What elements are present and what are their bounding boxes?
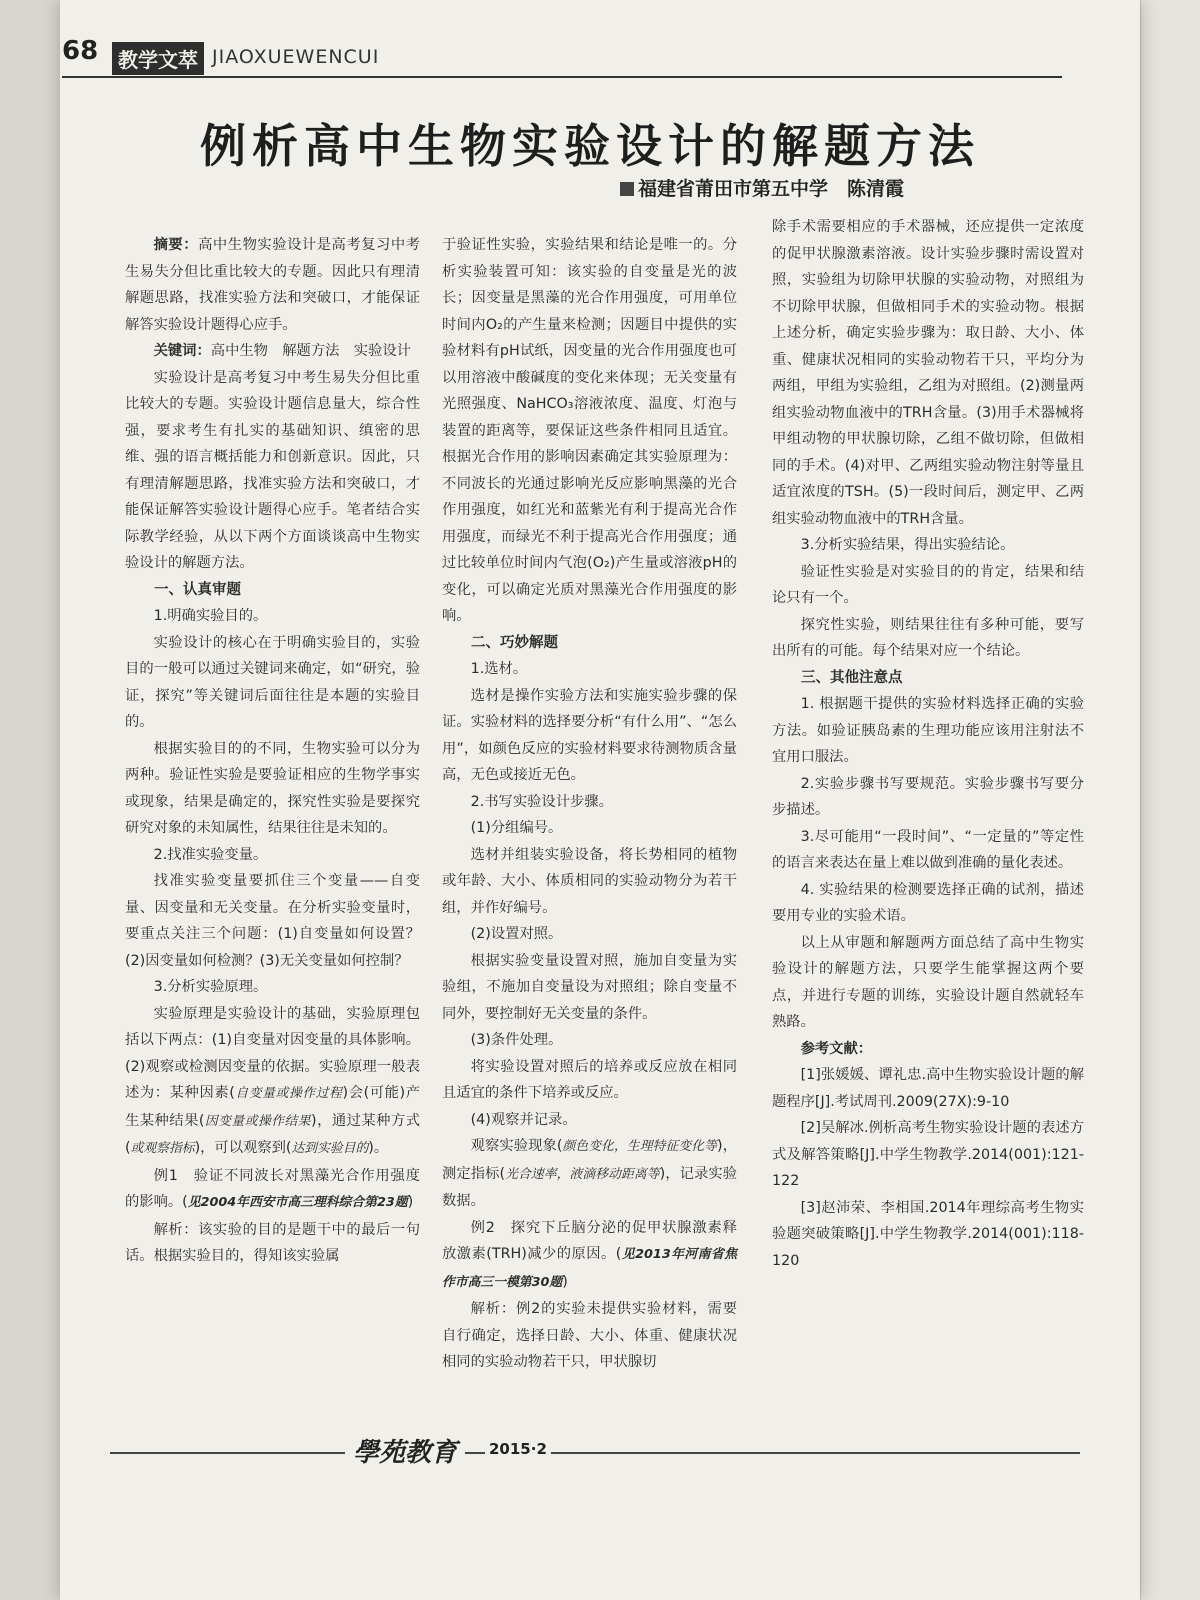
references-heading: 参考文献： (800, 1040, 873, 1057)
paragraph: 验证性实验是对实验目的的肯定，结果和结论只有一个。 (772, 563, 1084, 606)
italic-run: 光合速率，液滴移动距离等 (505, 1166, 660, 1182)
text-run: )，通过某种方式( (125, 1112, 421, 1156)
text-run: 观察实验现象( (470, 1138, 563, 1154)
example-2 (442, 1215, 737, 1297)
subheading: (4)观察并记录。 (470, 1111, 577, 1128)
reference-item: [2]吴解冰.例析高考生物实验设计题的表述方式及解答策略[J].中学生物教学.2014(001):121-122 (772, 1120, 1084, 1189)
note-item: 2.实验步骤书写要规范。实验步骤书写要分步描述。 (772, 775, 1084, 818)
text-run: 例1 验证不同波长对黑藻光合作用强度的影响。( (125, 1167, 420, 1210)
text-run: 实验原理是实验设计的基础，实验原理包括以下两点：(1)自变量对因变量的具体影响。(2)观察或检测因变量的依据。实验原理一般表述为：某种因素( (125, 1005, 420, 1101)
paragraph (442, 1133, 737, 1215)
text-column-1 (125, 232, 420, 1270)
abstract-text: 高中生物实验设计是高考复习中考生易失分但比重比较大的专题。因此只有理清解题思路，找准实验方法和突破口，才能保证解答实验设计题得心应手。 (125, 237, 421, 333)
magazine-logo: 學苑教育 (345, 1432, 465, 1469)
paragraph: 解析：例2的实验未提供实验材料，需要自行确定，选择日龄、大小、体重、健康状况相同的实验动物若干只，甲状腺切 (442, 1301, 737, 1370)
subheading: (2)设置对照。 (470, 926, 563, 942)
section-heading: 三、其他注意点 (801, 669, 903, 686)
subheading: 2.找准实验变量。 (153, 846, 268, 863)
column-pinyin: JIAOXUEWENCUI (212, 46, 380, 68)
keywords (125, 338, 420, 365)
italic-run: 达到实验目的 (291, 1141, 369, 1156)
subheading: 2.书写实验设计步骤。 (470, 793, 613, 810)
subheading: (3)条件处理。 (470, 1032, 563, 1048)
section-heading: 一、认真审题 (154, 581, 241, 598)
article-title: 例析高中生物实验设计的解题方法 (200, 119, 980, 173)
keywords-text: 高中生物 解题方法 实验设计 (210, 343, 411, 359)
note-item: 1. 根据题干提供的实验材料选择正确的实验方法。如验证胰岛素的生理功能应该用注射法不宜用口服法。 (772, 696, 1084, 765)
subheading: 1.明确实验目的。 (153, 608, 268, 624)
text-run: )，可以观察到( (194, 1140, 292, 1156)
abstract-label: 摘要： (153, 237, 199, 253)
subheading: 1.选材。 (470, 661, 528, 677)
paragraph: 实验设计的核心在于明确实验目的，实验目的一般可以通过关键词来确定，如“研究，验证，探究”等关键词后面往往是本题的实验目的。 (125, 634, 420, 730)
text-column-2 (442, 232, 737, 1376)
text-run: ) (407, 1194, 414, 1210)
note-item: 4. 实验结果的检测要选择正确的试剂，描述要用专业的实验术语。 (772, 881, 1084, 924)
source-citation: 见2004年西安市高三理科综合第23题 (187, 1195, 408, 1210)
abstract (125, 232, 420, 338)
paragraph: 选材是操作实验方法和实施实验步骤的保证。实验材料的选择要分析“有什么用”、“怎么用”，如颜色反应的实验材料要求待测物质含量高，无色或接近无色。 (442, 687, 737, 783)
issue-label: 2015·2 (485, 1440, 551, 1458)
italic-run: 自变量或操作过程 (234, 1086, 343, 1101)
italic-run: 或观察指标 (130, 1141, 195, 1156)
paragraph: 实验设计是高考复习中考生易失分但比重比较大的专题。实验设计题信息量大，综合性强，要求考生有扎实的基础知识、缜密的思维、强的语言概括能力和创新意识。因此，只有理清解题思路，找准实验方法和突破口，才能保证解答实验设计题得心应手。笔者结合实际教学经验，从以下两个方面谈谈高中生物实验设计的解题方法。 (125, 369, 420, 571)
subheading: (1)分组编号。 (470, 820, 563, 836)
paragraph: 将实验设置对照后的培养或反应放在相同且适宜的条件下培养或反应。 (442, 1058, 737, 1101)
note-item: 3.尽可能用“一段时间”、“一定量的”等定性的语言来表达在量上难以做到准确的量化表述。 (772, 828, 1084, 871)
header-rule (62, 76, 1062, 78)
byline-square-icon (620, 182, 634, 196)
text-run: ) (562, 1273, 568, 1290)
example-1 (125, 1163, 420, 1217)
subheading: 3.分析实验原理。 (153, 979, 268, 995)
paragraph: 解析：该实验的目的是题干中的最后一句话。根据实验目的，得知该实验属 (125, 1221, 420, 1264)
source-citation: 见2013年河南省焦作市高三一模第30题 (442, 1247, 737, 1290)
keywords-label: 关键词： (153, 343, 211, 359)
reference-item: [3]赵沛荣、李相国.2014年理综高考生物实验题突破策略[J].中学生物教学.2014(001):118-120 (772, 1199, 1084, 1269)
column-name-badge: 教学文萃 (112, 42, 204, 75)
footer-rule (110, 1452, 1080, 1454)
text-run: )会(可能)产生某种结果( (125, 1085, 421, 1129)
subheading: 3.分析实验结果，得出实验结论。 (800, 537, 1015, 553)
page-number: 68 (62, 36, 99, 66)
italic-run: 颜色变化，生理特征变化等 (562, 1139, 718, 1154)
paragraph: 于验证性实验，实验结果和结论是唯一的。分析实验装置可知：该实验的自变量是光的波长；因变量是黑藻的光合作用强度，可用单位时间内O₂的产生量来检测；因题目中提供的实验材料有pH试纸，因变量的光合作用强度也可以用溶液中酸碱度的变化来体现；无关变量有光照强度、NaHCO₃溶液浓度、温度、灯泡与装置的距离等，要保证这些条件相同且适宜。根据光合作用的影响因素确定其实验原理为：不同波长的光通过影响光反应影响黑藻的光合作用强度，如红光和蓝紫光有利于提高光合作用强度，而绿光不利于提高光合作用强度；通过比较单位时间内气泡(O₂)产生量或溶液pH的变化，可以确定光质对黑藻光合作用强度的影响。 (442, 237, 737, 624)
text-run: )，记录实验数据。 (442, 1165, 738, 1209)
paragraph: 根据实验变量设置对照，施加自变量为实验组，不施加自变量设为对照组；除自变量不同外，要控制好无关变量的条件。 (442, 952, 737, 1022)
article-byline (620, 174, 904, 201)
paragraph (125, 1001, 420, 1163)
text-run: 例2 探究下丘脑分泌的促甲状腺激素释放激素(TRH)减少的原因。( (442, 1219, 737, 1262)
paragraph: 选材并组装实验设备，将长势相同的植物或年龄、大小、体质相同的实验动物分为若干组，并作好编号。 (442, 846, 737, 916)
byline-text: 福建省莆田市第五中学 陈清霞 (638, 178, 905, 200)
section-heading: 二、巧妙解题 (471, 634, 558, 651)
page-header (62, 32, 1062, 80)
text-column-3 (772, 214, 1084, 1274)
paragraph: 根据实验目的的不同，生物实验可以分为两种。验证性实验是要验证相应的生物学事实或现象，结果是确定的，探究性实验是要探究研究对象的未知属性，结果往往是未知的。 (125, 740, 420, 836)
reference-item: [1]张媛媛、谭礼忠.高中生物实验设计题的解题程序[J].考试周刊.2009(27X):9-10 (772, 1067, 1084, 1110)
paragraph: 以上从审题和解题两方面总结了高中生物实验设计的解题方法，只要学生能掌握这两个要点，并进行专题的训练，实验设计题自然就轻车熟路。 (772, 934, 1084, 1030)
italic-run: 因变量或操作结果 (204, 1113, 312, 1129)
paragraph: 探究性实验，则结果往往有多种可能，要写出所有的可能。每个结果对应一个结论。 (772, 616, 1084, 659)
text-run: )，测定指标( (442, 1138, 738, 1182)
paragraph: 找准实验变量要抓住三个变量——自变量、因变量和无关变量。在分析实验变量时，要重点关注三个问题：(1)自变量如何设置？(2)因变量如何检测？(3)无关变量如何控制？ (125, 873, 420, 969)
paragraph: 除手术需要相应的手术器械，还应提供一定浓度的促甲状腺激素溶液。设计实验步骤时需设置对照，实验组为切除甲状腺的实验动物，对照组为不切除甲状腺，但做相同手术的实验动物。根据上述分析，确定实验步骤为：取日龄、大小、体重、健康状况相同的实验动物若干只，平均分为两组，甲组为实验组，乙组为对照组。(2)测量两组实验动物血液中的TRH含量。(3)用手术器械将甲组动物的甲状腺切除，乙组不做切除，但做相同的手术。(4)对甲、乙两组实验动物注射等量且适宜浓度的TSH。(5)一段时间后，测定甲、乙两组实验动物血液中的TRH含量。 (772, 219, 1084, 527)
adjacent-page-edge (1140, 0, 1200, 1600)
text-run: )。 (368, 1140, 389, 1156)
